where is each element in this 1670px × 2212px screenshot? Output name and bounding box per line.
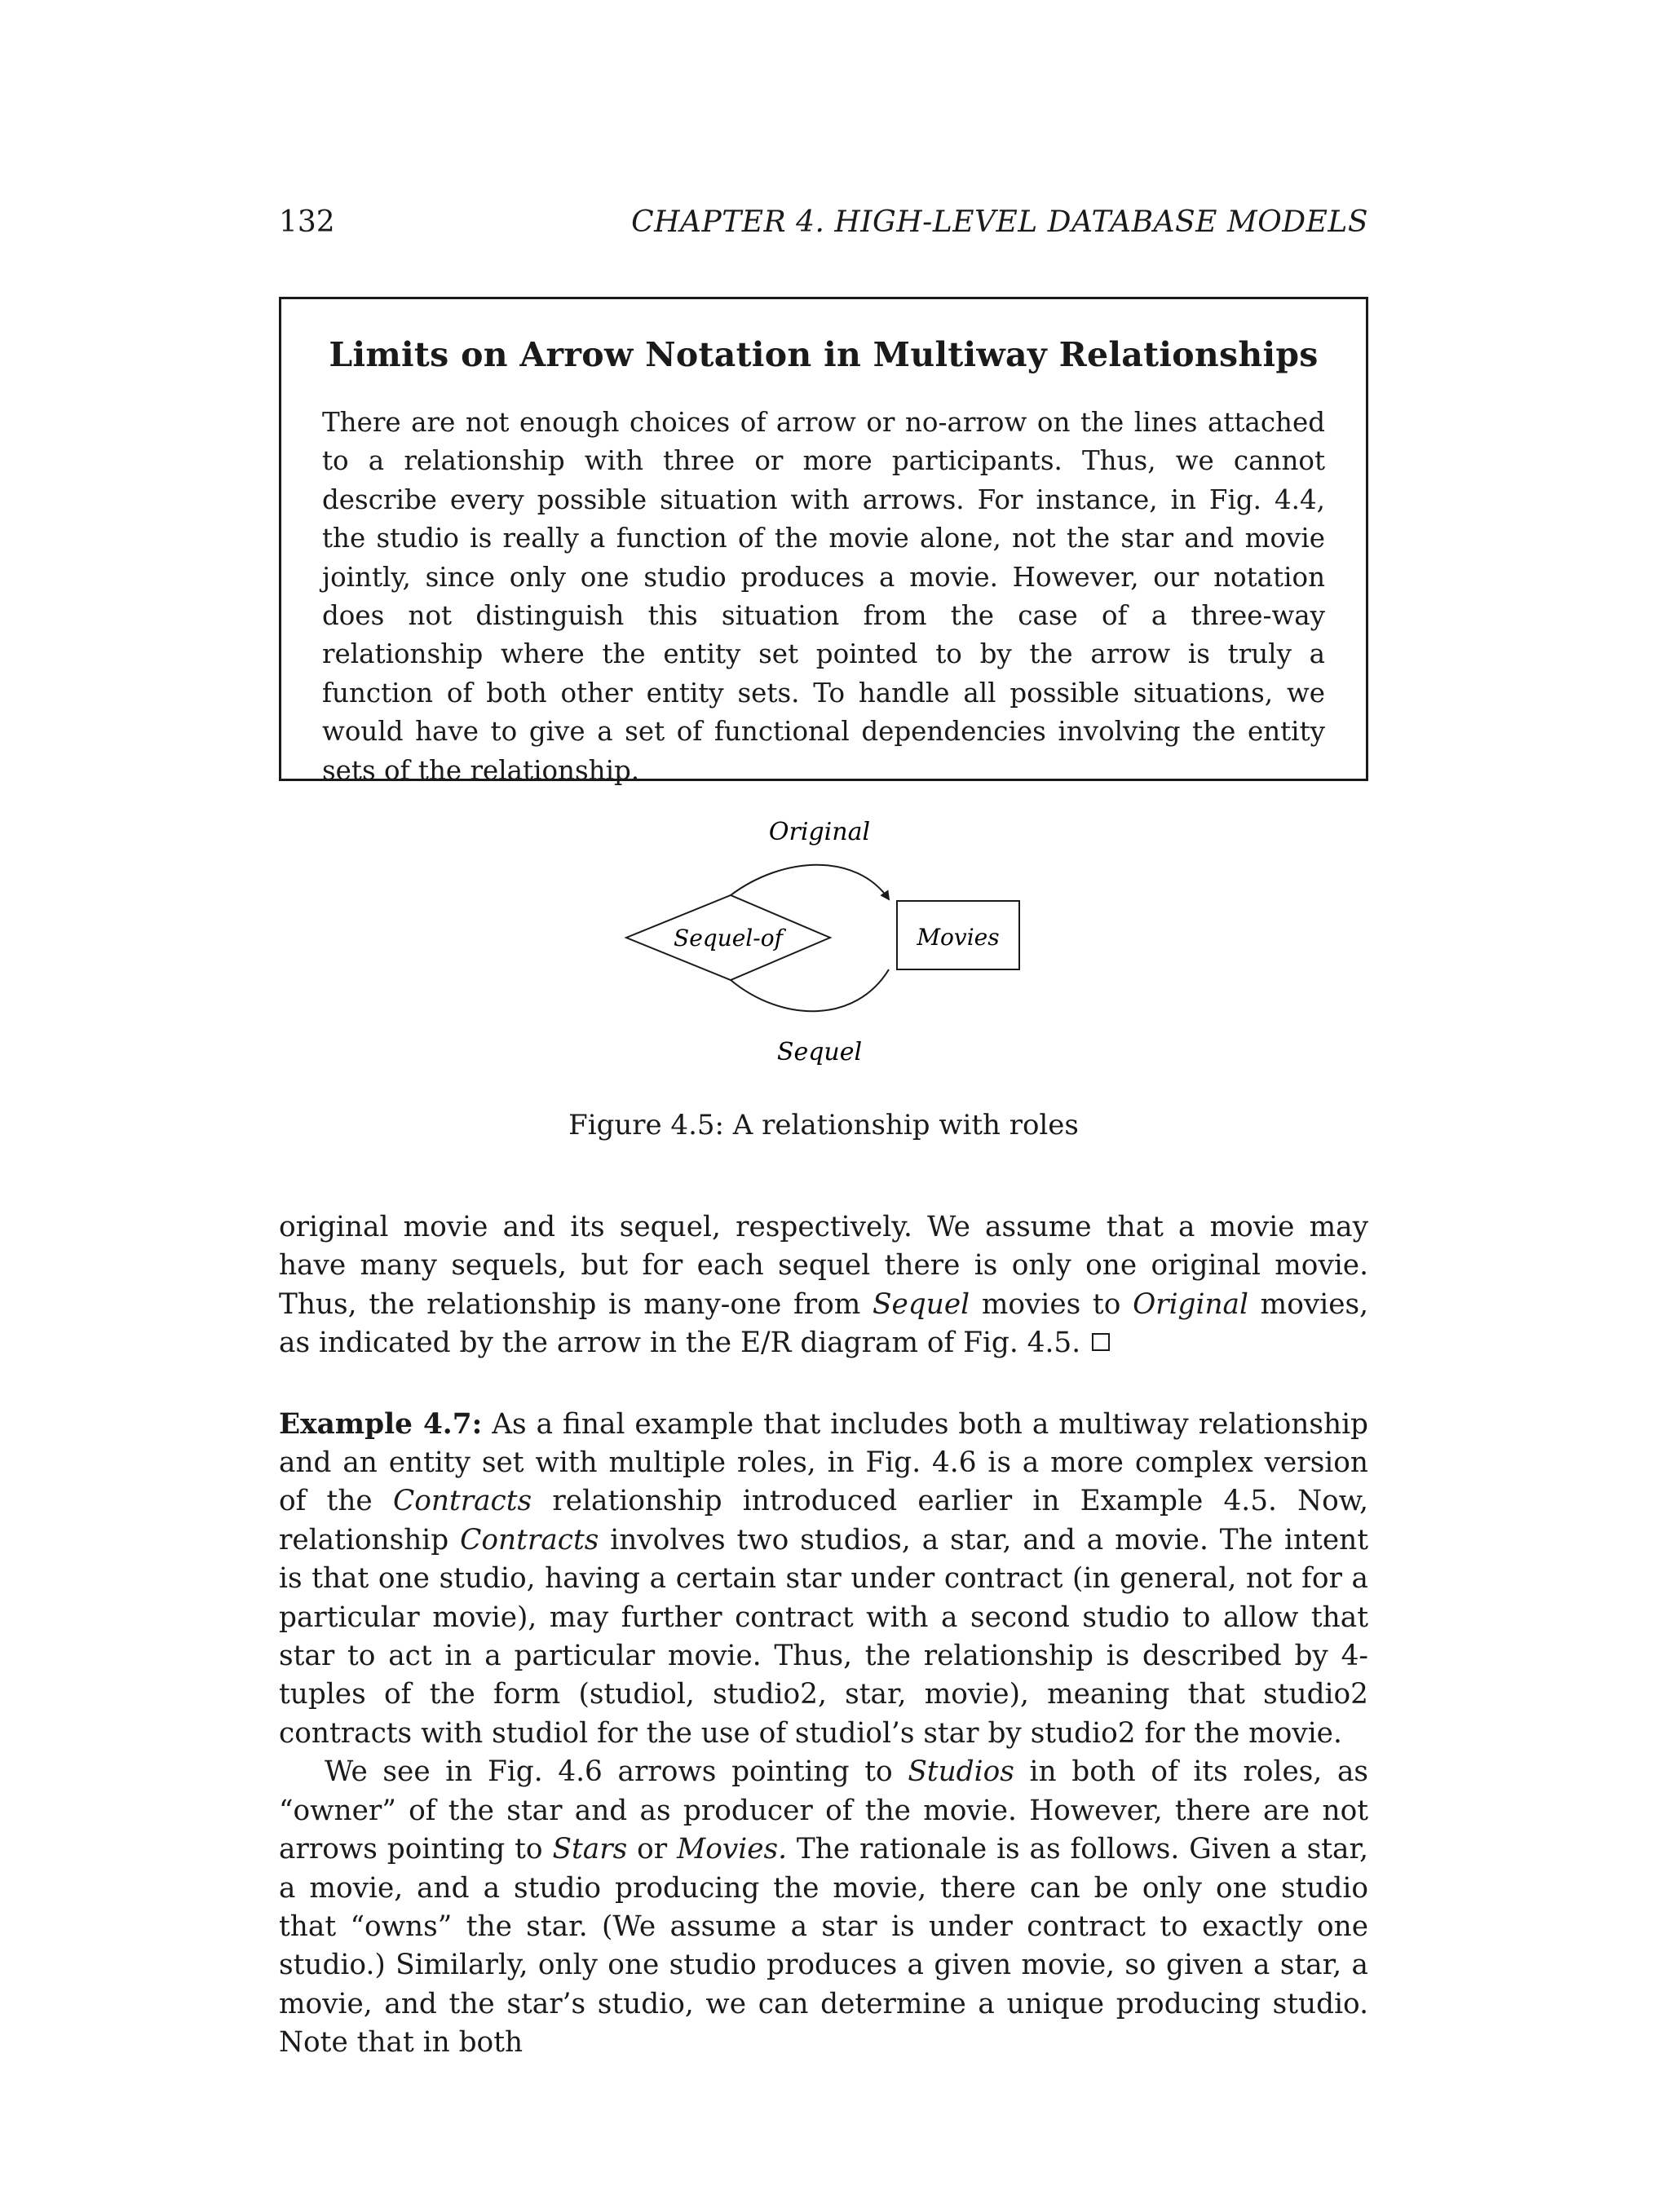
chapter-title: CHAPTER 4. HIGH-LEVEL DATABASE MODELS bbox=[631, 205, 1368, 239]
sidebar-body: There are not enough choices of arrow or no-arrow on the lines attached to a relationship with three or more participants. Thus, we cannot describe every possible situation with arrows. For instance, in Fig. 4.4, the studio is really a function of the movie alone, not the star and movie jointly, since only one studio produces a movie. However, our notation does not distinguish this situation from the case of a three-way relationship where the entity set pointed to by the arrow is truly a function of both other entity sets. To handle all possible situations, we would have to give a set of functional dependencies involving the entity sets of the relationship. bbox=[322, 407, 1325, 786]
paragraph-continuation bbox=[279, 1208, 1368, 1363]
er-diagram bbox=[571, 815, 1093, 1093]
text-span: or bbox=[627, 1833, 678, 1866]
example-label: Example 4.7: bbox=[279, 1407, 483, 1441]
text-span: movies, as indicated by the arrow in the E/R diagram of Fig. 4.5. bbox=[279, 1287, 1368, 1360]
text-span: We see in Fig. 4.6 arrows pointing to bbox=[325, 1755, 908, 1789]
text-span: original movie and its sequel, respectively. We assume that a movie may have many sequels, but for each sequel there is only one original movie. Thus, the relationship is many-one from bbox=[279, 1211, 1368, 1321]
paragraph-rationale bbox=[279, 1753, 1368, 2062]
text-span: The rationale is as follows. Given a star, a movie, and a studio producing the movie, there can be only one studio that “owns” the star. (We assume a star is under contract to exactly one studio.) Similarly, only one studio produces a given movie, so given a star, a movie, and the star’s studio, we can determine a unique producing studio. Note that in both bbox=[279, 1833, 1368, 2060]
term-studios: Studios bbox=[908, 1755, 1014, 1789]
main-text bbox=[279, 1208, 1368, 2063]
term-contracts: Contracts bbox=[392, 1485, 532, 1518]
text-span: movies to bbox=[970, 1287, 1133, 1321]
role-edge-original bbox=[731, 865, 889, 899]
er-diagram-figure bbox=[571, 815, 1093, 1093]
text-span: in both of its roles, as “owner” of the star and as producer of the movie. However, there are not arrows pointing to bbox=[279, 1755, 1368, 1866]
text-span: involves two studios, a star, and a movie. The intent is that one studio, having a certain star under contract (in general, not for a particular movie), may further contract with a second studio to allow that star to act in a particular movie. Thus, the relationship is described by 4-tuples of the form (studiol, studio2, star, movie), meaning that studio2 contracts with studiol for the use of studiol’s star by studio2 for the movie. bbox=[279, 1523, 1368, 1750]
running-head bbox=[279, 205, 1368, 254]
term-sequel: Sequel bbox=[873, 1287, 970, 1321]
figure-caption: Figure 4.5: A relationship with roles bbox=[568, 1109, 1079, 1141]
term-contracts: Contracts bbox=[460, 1523, 599, 1556]
end-of-example-icon bbox=[1092, 1333, 1110, 1351]
sidebar-title: Limits on Arrow Notation in Multiway Relationships bbox=[329, 335, 1319, 374]
term-original: Original bbox=[1133, 1287, 1248, 1321]
term-stars: Stars bbox=[552, 1833, 628, 1866]
relationship-label: Sequel-of bbox=[674, 925, 783, 951]
role-edge-sequel bbox=[731, 969, 889, 1011]
page-number: 132 bbox=[279, 205, 335, 239]
entity-label: Movies bbox=[917, 924, 1000, 951]
term-movies: Movies. bbox=[677, 1833, 788, 1866]
role-label-sequel: Sequel bbox=[776, 1038, 863, 1066]
role-label-original: Original bbox=[768, 818, 871, 846]
text-span: relationship introduced earlier in Example 4.5. Now, relationship bbox=[279, 1485, 1368, 1556]
text-span: As a final example that includes both a multiway relationship and an entity set with multiple roles, in Fig. 4.6 is a more complex version of the bbox=[279, 1407, 1368, 1518]
paragraph-example bbox=[279, 1406, 1368, 1754]
sidebar-box bbox=[279, 297, 1368, 786]
